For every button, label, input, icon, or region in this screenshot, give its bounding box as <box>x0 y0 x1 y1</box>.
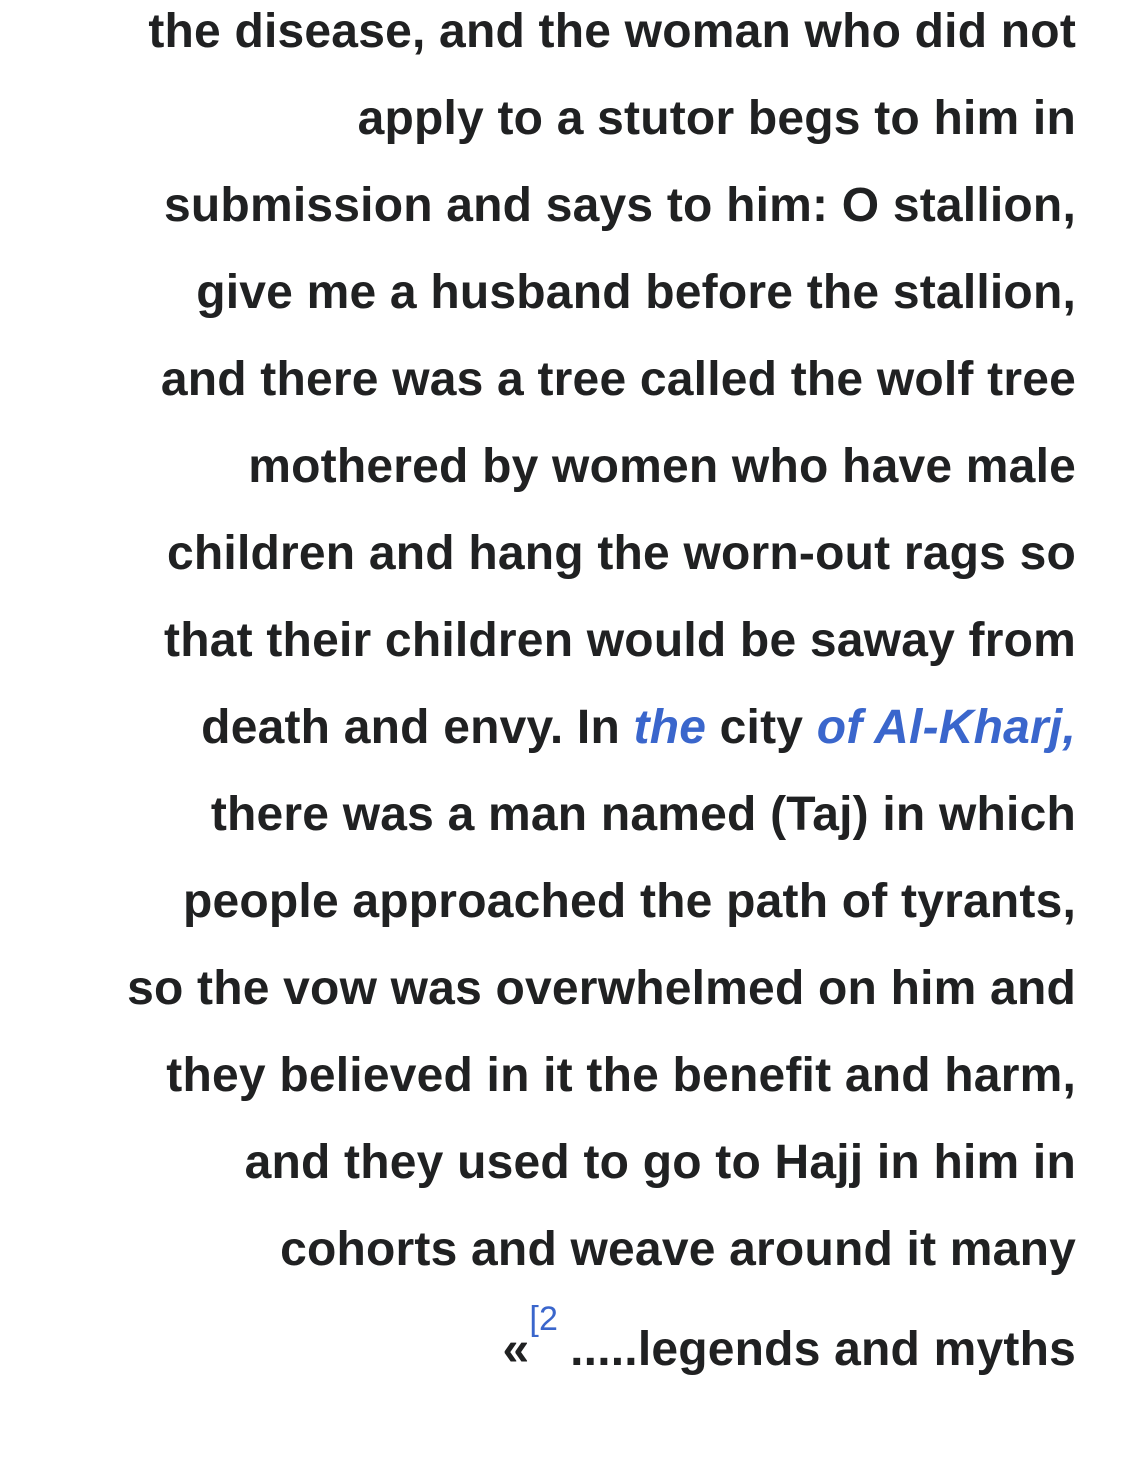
text-line-with-links <box>201 698 1076 758</box>
text-line: give me a husband before the stallion, <box>196 266 1076 319</box>
text-line: children and hang the worn-out rags so <box>167 527 1076 580</box>
text-line: that their children would be saway from <box>164 614 1076 667</box>
text-line-last <box>502 1300 1076 1380</box>
text-segment: city <box>706 701 817 754</box>
text-line: and they used to go to Hajj in him in <box>244 1136 1076 1189</box>
link-al-kharj[interactable]: of Al-Kharj, <box>816 701 1076 754</box>
text-line: submission and says to him: O stallion, <box>164 179 1076 232</box>
text-line: and there was a tree called the wolf tree <box>160 353 1076 406</box>
reference-link[interactable]: [2 <box>529 1300 559 1338</box>
text-segment: .....legends and myths <box>570 1323 1076 1376</box>
text-line: apply to a stutor begs to him in <box>357 92 1076 145</box>
text-line: the disease, and the woman who did not <box>148 5 1076 58</box>
text-line: so the vow was overwhelmed on him and <box>127 962 1076 1015</box>
text-line: people approached the path of tyrants, <box>182 875 1076 928</box>
text-line: they believed in it the benefit and harm, <box>166 1049 1076 1102</box>
text-segment: death and envy. In <box>201 701 634 754</box>
text-line: mothered by women who have male <box>248 440 1076 493</box>
text-line: cohorts and weave around it many <box>280 1223 1076 1276</box>
quote-mark: « <box>502 1323 530 1376</box>
text-line: there was a man named (Taj) in which <box>210 788 1076 841</box>
link-the[interactable]: the <box>633 701 707 754</box>
